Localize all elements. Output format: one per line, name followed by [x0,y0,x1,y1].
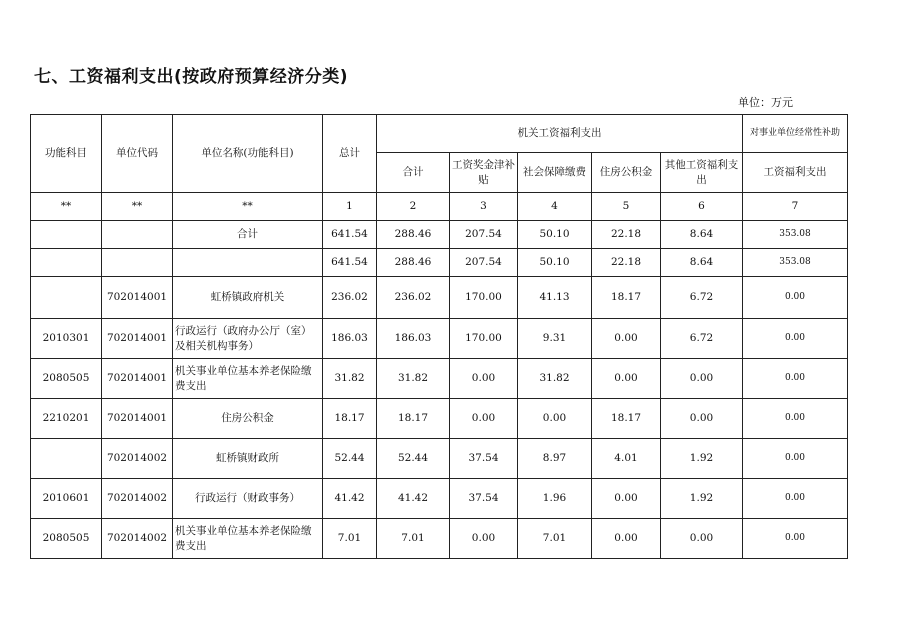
table-cell: 50.10 [518,221,592,249]
table-cell: 702014001 [102,359,173,399]
table-cell: 186.03 [377,319,450,359]
table-cell: 641.54 [323,221,377,249]
table-cell: 7.01 [518,519,592,559]
index-cell: 4 [518,193,592,221]
welfare-expenditure-table [30,114,848,559]
table-cell: 22.18 [592,221,661,249]
index-cell: 6 [661,193,743,221]
table-cell: 641.54 [323,249,377,277]
table-cell: 8.64 [661,221,743,249]
table-row [31,319,848,359]
index-cell: ** [31,193,102,221]
table-cell: 行政运行（政府办公厅（室）及相关机构事务） [173,319,323,359]
header-total: 总计 [323,115,377,193]
header-row-1 [31,115,848,153]
index-cell: ** [102,193,173,221]
table-cell: 0.00 [661,359,743,399]
table-cell: 虹桥镇财政所 [173,439,323,479]
table-cell: 行政运行（财政事务） [173,479,323,519]
table-cell: 236.02 [323,277,377,319]
index-cell: ** [173,193,323,221]
index-cell: 3 [450,193,518,221]
table-cell: 6.72 [661,319,743,359]
table-cell: 41.42 [377,479,450,519]
index-cell: 1 [323,193,377,221]
table-cell: 0.00 [592,519,661,559]
table-row [31,399,848,439]
table-cell: 0.00 [450,399,518,439]
table-cell: 50.10 [518,249,592,277]
table-row [31,249,848,277]
table-row [31,519,848,559]
index-row [31,193,848,221]
unit-label: 单位：万元 [738,96,793,109]
table-cell: 0.00 [592,359,661,399]
index-cell: 5 [592,193,661,221]
header-salary: 工资奖金津补贴 [450,153,518,193]
table-cell: 机关事业单位基本养老保险缴费支出 [173,519,323,559]
table-cell: 52.44 [377,439,450,479]
table-cell: 0.00 [743,479,848,519]
table-row [31,439,848,479]
table-cell: 0.00 [743,277,848,319]
table-cell: 18.17 [592,399,661,439]
table-cell: 2080505 [31,519,102,559]
table-cell: 31.82 [518,359,592,399]
table-cell: 7.01 [377,519,450,559]
table-cell: 1.96 [518,479,592,519]
table-cell: 虹桥镇政府机关 [173,277,323,319]
table-cell: 0.00 [450,519,518,559]
table-cell: 2010301 [31,319,102,359]
header-housing: 住房公积金 [592,153,661,193]
table-cell: 236.02 [377,277,450,319]
header-func-code: 功能科目 [31,115,102,193]
table-cell: 8.97 [518,439,592,479]
table-cell [31,277,102,319]
table-cell: 18.17 [592,277,661,319]
table-cell: 0.00 [743,359,848,399]
table-cell [31,221,102,249]
table-cell: 0.00 [743,439,848,479]
table-cell: 8.64 [661,249,743,277]
table-cell: 702014001 [102,277,173,319]
table-cell [31,439,102,479]
table-cell: 9.31 [518,319,592,359]
table-cell: 0.00 [450,359,518,399]
table-cell: 37.54 [450,479,518,519]
table-cell [31,249,102,277]
table-cell: 702014001 [102,399,173,439]
header-group-subsidy: 对事业单位经常性补助 [743,115,848,153]
table-cell [173,249,323,277]
table-cell: 2080505 [31,359,102,399]
table-cell: 31.82 [323,359,377,399]
table-cell: 0.00 [743,399,848,439]
table-cell: 4.01 [592,439,661,479]
table-cell [102,249,173,277]
table-cell: 52.44 [323,439,377,479]
table-cell: 0.00 [743,319,848,359]
table-cell: 2210201 [31,399,102,439]
table-cell: 41.42 [323,479,377,519]
table-cell: 353.08 [743,221,848,249]
table-cell: 288.46 [377,221,450,249]
table-cell: 22.18 [592,249,661,277]
table-cell: 288.46 [377,249,450,277]
table-row [31,479,848,519]
table-cell: 186.03 [323,319,377,359]
header-group-agency: 机关工资福利支出 [377,115,743,153]
table-cell: 702014002 [102,439,173,479]
table-cell: 31.82 [377,359,450,399]
table-cell: 住房公积金 [173,399,323,439]
table-cell: 机关事业单位基本养老保险缴费支出 [173,359,323,399]
table-cell: 0.00 [518,399,592,439]
header-subsidy-salary: 工资福利支出 [743,153,848,193]
header-sum: 合计 [377,153,450,193]
table-cell: 0.00 [592,479,661,519]
table-cell: 0.00 [592,319,661,359]
table-cell: 0.00 [743,519,848,559]
table-cell: 41.13 [518,277,592,319]
table-cell: 18.17 [323,399,377,439]
table-cell: 207.54 [450,221,518,249]
table-cell: 0.00 [661,399,743,439]
table-cell: 702014002 [102,479,173,519]
table-cell: 1.92 [661,439,743,479]
table-cell: 1.92 [661,479,743,519]
header-unit-code: 单位代码 [102,115,173,193]
table-row [31,221,848,249]
table-row [31,277,848,319]
header-other: 其他工资福利支出 [661,153,743,193]
table-cell: 702014002 [102,519,173,559]
table-cell [102,221,173,249]
table-cell: 353.08 [743,249,848,277]
table-cell: 702014001 [102,319,173,359]
table-cell: 170.00 [450,277,518,319]
page-title: 七、工资福利支出(按政府预算经济分类) [34,67,349,87]
table-cell: 7.01 [323,519,377,559]
table-cell: 0.00 [661,519,743,559]
table-cell: 2010601 [31,479,102,519]
data-rows [31,221,848,559]
table-cell: 18.17 [377,399,450,439]
table-cell: 6.72 [661,277,743,319]
table-cell: 207.54 [450,249,518,277]
table-cell: 37.54 [450,439,518,479]
table-row [31,359,848,399]
index-cell: 2 [377,193,450,221]
table-cell: 合计 [173,221,323,249]
index-cell: 7 [743,193,848,221]
table-cell: 170.00 [450,319,518,359]
header-social: 社会保障缴费 [518,153,592,193]
header-unit-name: 单位名称(功能科目) [173,115,323,193]
